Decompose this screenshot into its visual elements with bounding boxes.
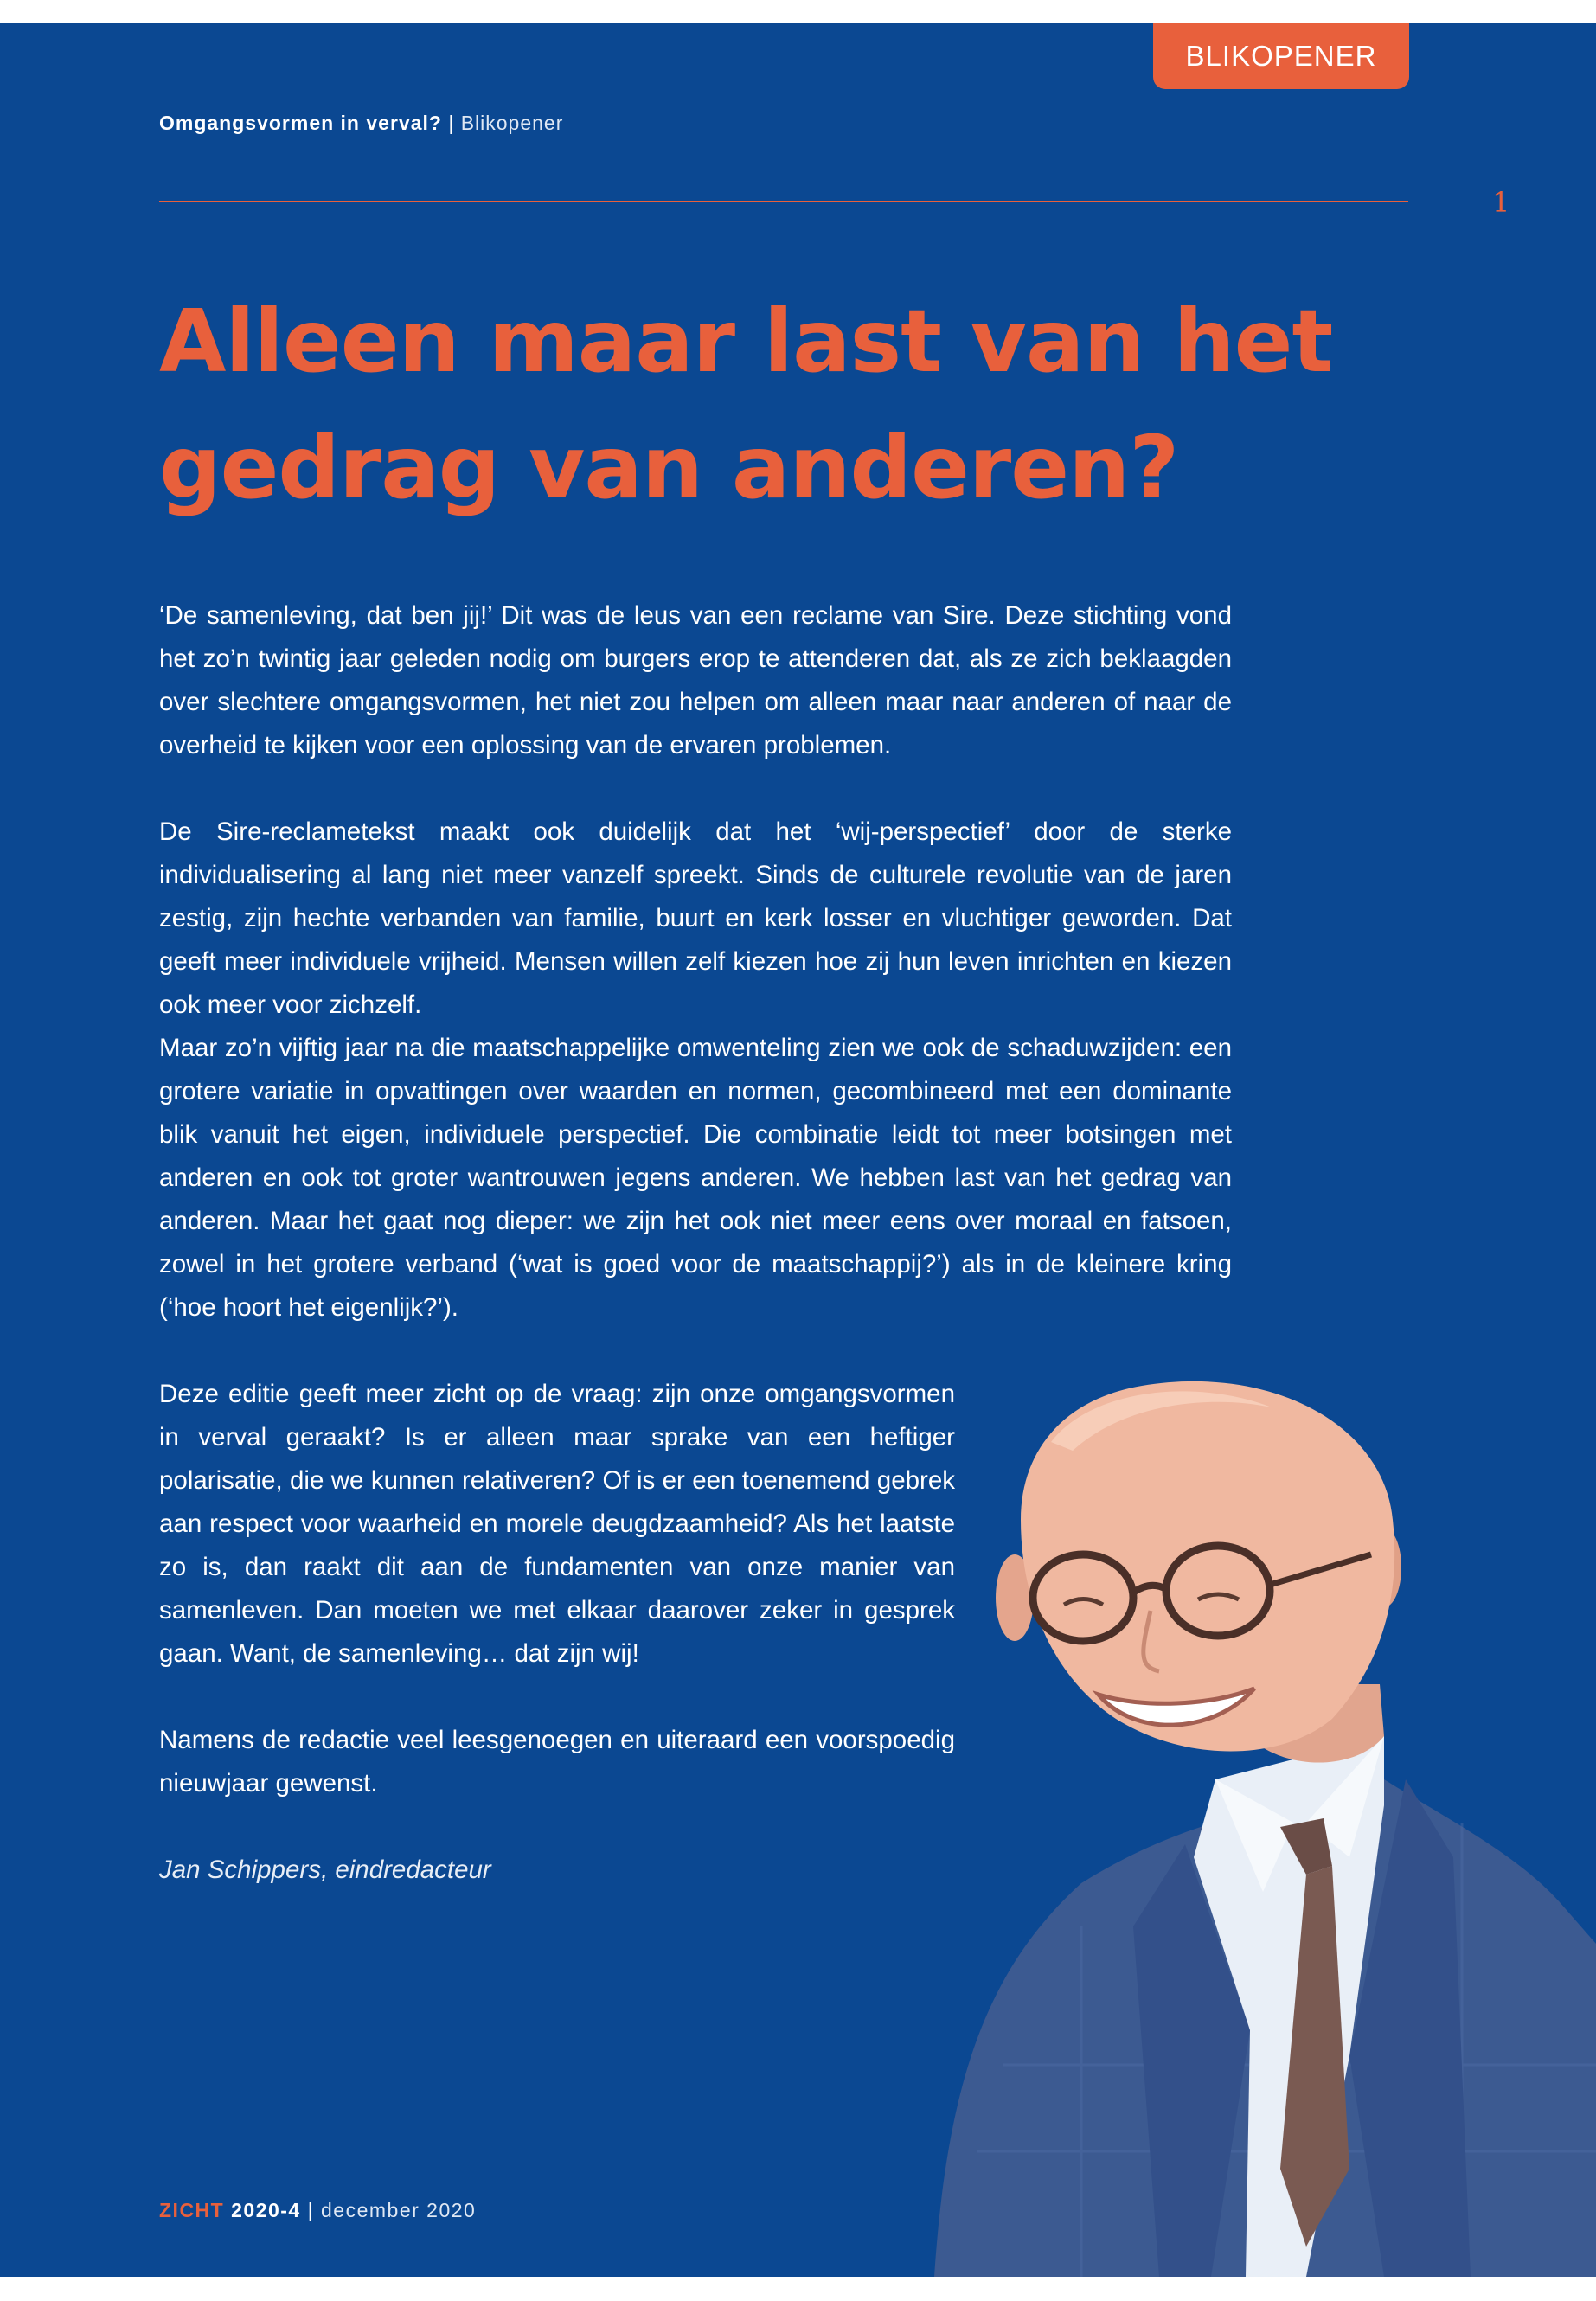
paragraph-4: Deze editie geeft meer zicht op de vraag: zijn onze omgangsvormen in verval geraakt? Is er alleen maar sprake van een heftiger polarisatie, die we kunnen relativeren? Of is er een toenemend gebrek aan respect voor waarheid en morele deugdzaamheid? Als het laatste zo is, dan raakt dit aan de fundamenten van onze manier van samenleven. Dan moeten we met elkaar daarover zeker in gesprek gaan. Want, de samenleving… dat zijn wij! bbox=[159, 1380, 955, 1668]
page-number: 1 bbox=[1492, 186, 1510, 219]
portrait-photo bbox=[900, 1373, 1596, 2277]
signature: Jan Schippers, eindredacteur bbox=[159, 1856, 491, 1884]
footer-issue: 2020-4 bbox=[231, 2199, 301, 2221]
section-tab bbox=[1153, 23, 1409, 89]
paragraph-3: Maar zo’n vijftig jaar na die maatschappelijke omwenteling zien we ook de schaduwzijden: een grotere variatie in opvattingen over waarden en normen, gecombineerd met een dominante blik vanuit het eigen, individuele perspectief. Die combinatie leidt tot meer botsingen met anderen en ook tot groter wantrouwen jegens anderen. We hebben last van het gedrag van anderen. Maar het gaat nog dieper: we zijn het ook niet meer eens over moraal en fatsoen, zowel in het grotere verband (‘wat is goed voor de maatschappij?’) als in de kleinere kring (‘hoe hoort het eigenlijk?’). bbox=[159, 1034, 1232, 1322]
section-tab-label: BLIKOPENER bbox=[1185, 40, 1377, 72]
header-rule bbox=[159, 201, 1408, 202]
paragraph-5: Namens de redactie veel leesgenoegen en uiteraard een voorspoedig nieuwjaar gewenst. bbox=[159, 1726, 955, 1798]
running-head-title: Omgangsvormen in verval? bbox=[159, 112, 442, 134]
page-footer bbox=[159, 2199, 476, 2222]
magazine-page bbox=[0, 23, 1596, 2277]
running-head-section: Blikopener bbox=[460, 112, 564, 134]
running-head-separator: | bbox=[448, 112, 455, 134]
footer-date: december 2020 bbox=[321, 2199, 477, 2221]
headline-line-1: Alleen maar last van het bbox=[159, 291, 1333, 392]
headline-line-2: gedrag van anderen? bbox=[159, 417, 1179, 518]
footer-separator: | bbox=[307, 2199, 315, 2221]
headline bbox=[159, 279, 1457, 531]
paragraph-2: De Sire-reclametekst maakt ook duidelijk dat het ‘wij-perspectief’ door de sterke individualisering al lang niet meer vanzelf spreekt. Sinds de culturele revolutie van de jaren zestig, zijn hechte verbanden van familie, buurt en kerk losser en vluchtiger geworden. Dat geeft meer individuele vrijheid. Mensen willen zelf kiezen hoe zij hun leven inrichten en kiezen ook meer voor zichzelf. bbox=[159, 817, 1232, 1019]
footer-brand: ZICHT bbox=[159, 2199, 225, 2221]
paragraph-1: ‘De samenleving, dat ben jij!’ Dit was de leus van een reclame van Sire. Deze stichting vond het zo’n twintig jaar geleden nodig om burgers erop te attenderen dat, als ze zich beklaagden over slechtere omgangsvormen, het niet zou helpen om alleen maar naar anderen of naar de overheid te kijken voor een oplossing van de ervaren problemen. bbox=[159, 601, 1232, 760]
running-head bbox=[159, 112, 563, 135]
